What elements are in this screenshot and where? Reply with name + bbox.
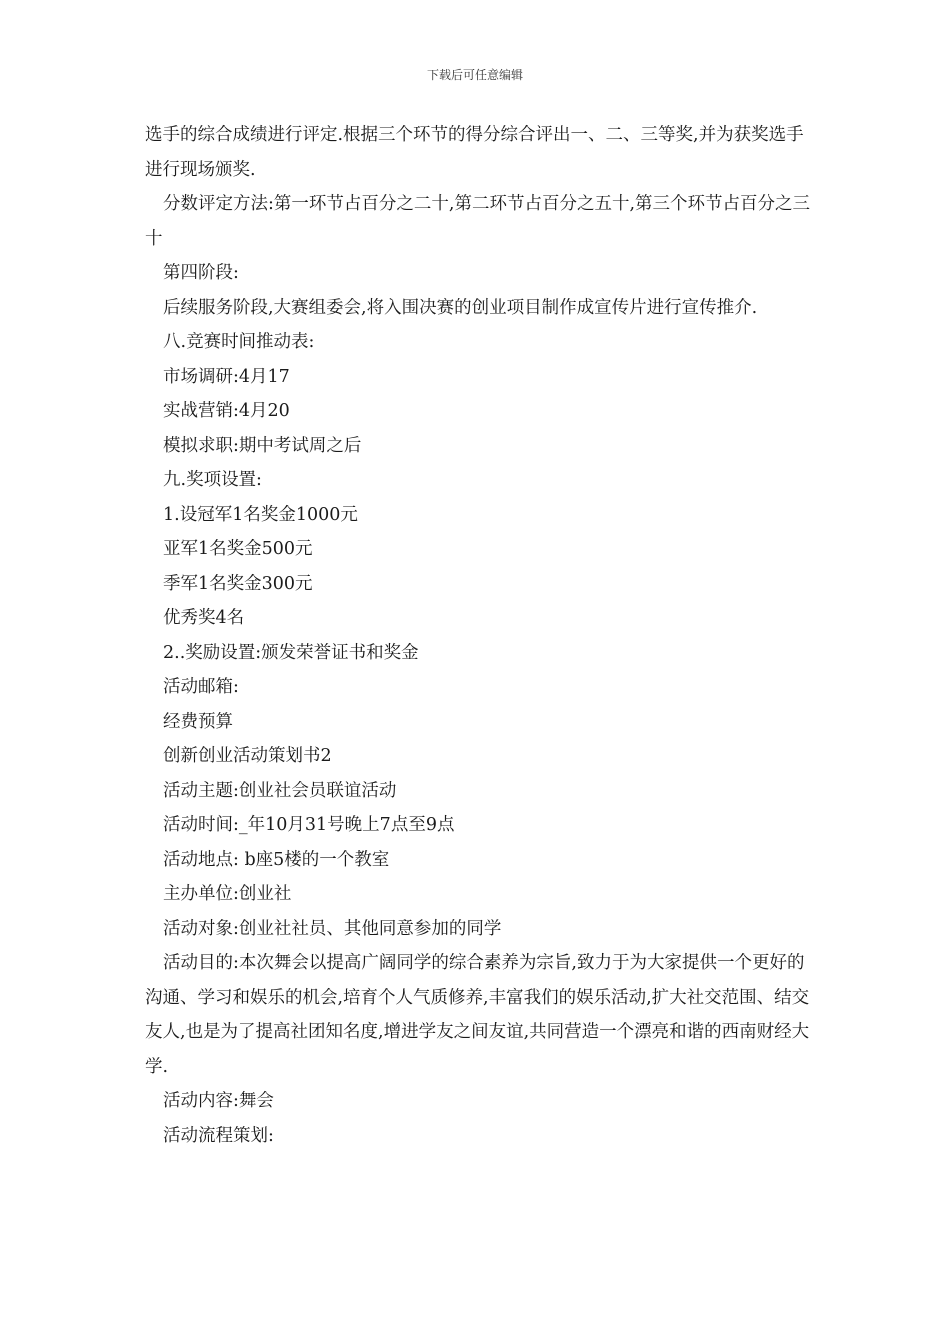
paragraph: 选手的综合成绩进行评定.根据三个环节的得分综合评出一、二、三等奖,并为获奖选手进行现场颁奖. — [145, 125, 804, 180]
paragraph: 八.竞赛时间推动表: — [163, 332, 315, 352]
paragraph: 实战营销:4月20 — [163, 401, 290, 421]
paragraph: 经费预算 — [163, 711, 233, 732]
paragraph: 活动流程策划: — [163, 1125, 274, 1146]
paragraph: 活动目的:本次舞会以提高广阔同学的综合素养为宗旨,致力于为大家提供一个更好的沟通、学习和娱乐的机会,培育个人气质修养,丰富我们的娱乐活动,扩大社交范围、结交友人,也是为了提高社团知名度,增进学友之间友谊,共同营造一个漂亮和谐的西南财经大学. — [145, 953, 810, 1077]
paragraph: 1.设冠军1名奖金1000元 — [163, 504, 358, 525]
paragraph: 后续服务阶段,大赛组委会,将入围决赛的创业项目制作成宣传片进行宣传推介. — [163, 297, 758, 318]
paragraph: 九.奖项设置: — [163, 470, 262, 490]
paragraph: 活动对象:创业社社员、其他同意参加的同学 — [163, 918, 502, 939]
paragraph: 2..奖励设置:颁发荣誉证书和奖金 — [163, 642, 419, 663]
paragraph: 优秀奖4名 — [163, 608, 245, 628]
page-header: 下载后可任意编辑 — [426, 68, 523, 82]
paragraph: 活动邮箱: — [163, 677, 239, 697]
paragraph: 模拟求职:期中考试周之后 — [163, 435, 362, 456]
paragraph: 创新创业活动策划书2 — [163, 746, 332, 766]
paragraph: 活动地点: b座5楼的一个教室 — [163, 849, 390, 870]
paragraph: 活动内容:舞会 — [163, 1091, 274, 1111]
paragraph: 季军1名奖金300元 — [163, 573, 313, 594]
paragraph: 市场调研:4月17 — [163, 366, 290, 387]
document-body — [145, 118, 813, 1153]
paragraph: 分数评定方法:第一环节占百分之二十,第二环节占百分之五十,第三个环节占百分之三十 — [145, 194, 811, 249]
paragraph: 亚军1名奖金500元 — [163, 539, 313, 559]
paragraph: 第四阶段: — [163, 263, 239, 283]
paragraph: 活动时间:_年10月31号晚上7点至9点 — [163, 815, 455, 835]
paragraph: 主办单位:创业社 — [163, 884, 292, 904]
paragraph: 活动主题:创业社会员联谊活动 — [163, 780, 397, 801]
